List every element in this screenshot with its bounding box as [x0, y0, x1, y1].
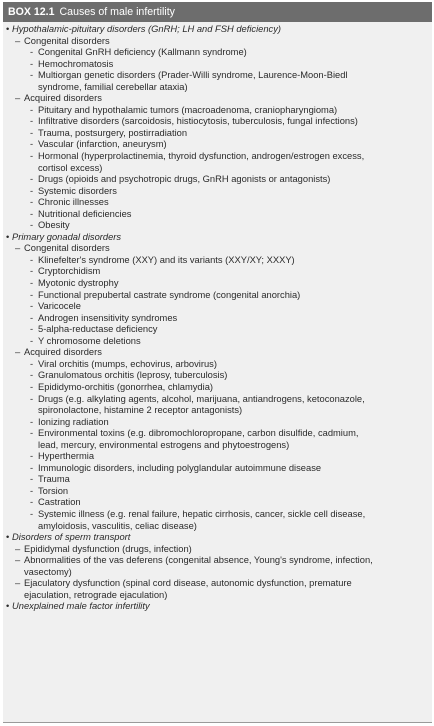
dash-icon: -: [30, 381, 34, 392]
dash-icon: -: [30, 70, 34, 81]
cause-item: [3, 197, 432, 209]
category-item: [3, 24, 432, 36]
cause-item: [3, 382, 432, 394]
dash-icon: -: [30, 335, 34, 346]
category-item: [3, 601, 432, 613]
dash-icon: –: [15, 243, 21, 254]
item-text-line: Immunologic disorders, including polyglandular autoimmune disease: [38, 462, 322, 473]
item-text-line: syndrome, familial cerebellar ataxia): [38, 81, 188, 92]
subcategory-item: [3, 243, 432, 255]
item-text-line: Abnormalities of the vas deferens (congenital absence, Young's syndrome, infection,: [24, 555, 373, 566]
cause-item: [3, 301, 432, 313]
dash-icon: -: [30, 416, 34, 427]
item-text-line: lead, mercury, environmental estrogens and phytoestrogens): [38, 439, 290, 450]
item-text-line: Functional prepubertal castrate syndrome (congenital anorchia): [38, 289, 301, 300]
item-text-line: Acquired disorders: [24, 347, 102, 358]
item-text-line: Trauma, postsurgery, postirradiation: [38, 127, 188, 138]
cause-item: [3, 70, 432, 93]
box-title: Causes of male infertility: [59, 6, 175, 18]
item-text-line: Multiorgan genetic disorders (Prader-Willi syndrome, Laurence-Moon-Biedl: [38, 70, 348, 81]
cause-item: [3, 417, 432, 429]
dash-icon: -: [30, 220, 34, 231]
item-text-line: Disorders of sperm transport: [12, 532, 131, 543]
item-text-line: Hypothalamic-pituitary disorders (GnRH; LH and FSH deficiency): [12, 24, 281, 34]
box-header: [3, 2, 432, 22]
item-text-line: Viral orchitis (mumps, echovirus, arbovirus): [38, 358, 217, 369]
box-12-1: [3, 2, 432, 723]
bullet-icon: •: [6, 601, 10, 612]
item-text-line: Torsion: [38, 485, 69, 496]
item-text-line: Klinefelter's syndrome (XXY) and its variants (XXY/XY; XXXY): [38, 254, 295, 265]
dash-icon: -: [30, 312, 34, 323]
bullet-icon: •: [6, 532, 10, 543]
item-text-line: Hormonal (hyperprolactinemia, thyroid dysfunction, androgen/estrogen excess,: [38, 151, 365, 162]
dash-icon: -: [30, 451, 34, 462]
item-text-line: Systemic disorders: [38, 185, 117, 196]
item-text-line: Congenital disorders: [24, 243, 110, 254]
item-text-line: Epididymo-orchitis (gonorrhea, chlamydia): [38, 381, 214, 392]
dash-icon: -: [30, 58, 34, 69]
item-text-line: Infiltrative disorders (sarcoidosis, histiocytosis, tuberculosis, fungal infections): [38, 116, 358, 127]
dash-icon: -: [30, 266, 34, 277]
item-text-line: Hemochromatosis: [38, 58, 114, 69]
item-text-line: spironolactone, histamine 2 receptor antagonists): [38, 405, 243, 416]
subcategory-item: [3, 578, 432, 601]
dash-icon: –: [15, 543, 21, 554]
dash-icon: -: [30, 358, 34, 369]
item-text-line: Obesity: [38, 220, 70, 231]
cause-item: [3, 47, 432, 59]
item-text-line: Acquired disorders: [24, 93, 102, 104]
causes-list: [3, 22, 432, 613]
item-text-line: Myotonic dystrophy: [38, 278, 119, 289]
dash-icon: –: [15, 555, 21, 566]
cause-item: [3, 313, 432, 325]
dash-icon: –: [15, 578, 21, 589]
dash-icon: –: [15, 93, 21, 104]
item-text-line: Androgen insensitivity syndromes: [38, 312, 178, 323]
cause-item: [3, 463, 432, 475]
cause-item: [3, 428, 432, 451]
subcategory-item: [3, 347, 432, 359]
item-text-line: Epididymal dysfunction (drugs, infection): [24, 543, 192, 554]
category-item: [3, 532, 432, 544]
cause-item: [3, 278, 432, 290]
dash-icon: -: [30, 185, 34, 196]
dash-icon: -: [30, 485, 34, 496]
dash-icon: -: [30, 254, 34, 265]
cause-item: [3, 220, 432, 232]
item-text-line: amyloidosis, vasculitis, celiac disease): [38, 520, 197, 531]
cause-item: [3, 336, 432, 348]
dash-icon: -: [30, 151, 34, 162]
item-text-line: Castration: [38, 497, 81, 508]
subcategory-item: [3, 36, 432, 48]
dash-icon: -: [30, 197, 34, 208]
item-text-line: Systemic illness (e.g. renal failure, hepatic cirrhosis, cancer, sickle cell disease,: [38, 508, 366, 519]
item-text-line: Environmental toxins (e.g. dibromochloropropane, carbon disulfide, cadmium,: [38, 428, 359, 439]
subcategory-item: [3, 555, 432, 578]
dash-icon: -: [30, 127, 34, 138]
cause-item: [3, 209, 432, 221]
item-text-line: Varicocele: [38, 301, 81, 312]
cause-item: [3, 266, 432, 278]
dash-icon: -: [30, 370, 34, 381]
cause-item: [3, 105, 432, 117]
dash-icon: -: [30, 174, 34, 185]
dash-icon: -: [30, 508, 34, 519]
cause-item: [3, 451, 432, 463]
cause-item: [3, 509, 432, 532]
item-text-line: ejaculation, retrograde ejaculation): [24, 589, 168, 600]
cause-item: [3, 474, 432, 486]
category-item: [3, 232, 432, 244]
dash-icon: –: [15, 35, 21, 46]
item-text-line: Vascular (infarction, aneurysm): [38, 139, 167, 150]
cause-item: [3, 370, 432, 382]
dash-icon: -: [30, 324, 34, 335]
item-text-line: Hyperthermia: [38, 451, 95, 462]
dash-icon: -: [30, 462, 34, 473]
item-text-line: Pituitary and hypothalamic tumors (macroadenoma, craniopharyngioma): [38, 104, 338, 115]
item-text-line: Ionizing radiation: [38, 416, 109, 427]
cause-item: [3, 486, 432, 498]
cause-item: [3, 497, 432, 509]
subcategory-item: [3, 93, 432, 105]
dash-icon: -: [30, 474, 34, 485]
dash-icon: -: [30, 47, 34, 58]
item-text-line: vasectomy): [24, 566, 72, 577]
dash-icon: -: [30, 497, 34, 508]
dash-icon: -: [30, 139, 34, 150]
cause-item: [3, 186, 432, 198]
cause-item: [3, 359, 432, 371]
dash-icon: –: [15, 347, 21, 358]
cause-item: [3, 394, 432, 417]
dash-icon: -: [30, 116, 34, 127]
cause-item: [3, 174, 432, 186]
cause-item: [3, 128, 432, 140]
cause-item: [3, 255, 432, 267]
cause-item: [3, 290, 432, 302]
cause-item: [3, 324, 432, 336]
item-text-line: Unexplained male factor infertility: [12, 601, 150, 612]
item-text-line: Granulomatous orchitis (leprosy, tuberculosis): [38, 370, 228, 381]
dash-icon: -: [30, 289, 34, 300]
item-text-line: Trauma: [38, 474, 70, 485]
item-text-line: cortisol excess): [38, 162, 103, 173]
item-text-line: Cryptorchidism: [38, 266, 101, 277]
dash-icon: -: [30, 278, 34, 289]
subcategory-item: [3, 544, 432, 556]
item-text-line: Y chromosome deletions: [38, 335, 141, 346]
item-text-line: 5-alpha-reductase deficiency: [38, 324, 158, 335]
cause-item: [3, 59, 432, 71]
item-text-line: Congenital GnRH deficiency (Kallmann syndrome): [38, 47, 247, 58]
dash-icon: -: [30, 301, 34, 312]
dash-icon: -: [30, 428, 34, 439]
cause-item: [3, 116, 432, 128]
dash-icon: -: [30, 104, 34, 115]
box-label: BOX 12.1: [8, 6, 55, 18]
item-text-line: Drugs (e.g. alkylating agents, alcohol, marijuana, antiandrogens, ketoconazole,: [38, 393, 365, 404]
bullet-icon: •: [6, 24, 10, 34]
item-text-line: Ejaculatory dysfunction (spinal cord disease, autonomic dysfunction, premature: [24, 578, 352, 589]
bullet-icon: •: [6, 231, 10, 242]
item-text-line: Congenital disorders: [24, 35, 110, 46]
item-text-line: Nutritional deficiencies: [38, 208, 132, 219]
dash-icon: -: [30, 208, 34, 219]
item-text-line: Primary gonadal disorders: [12, 231, 122, 242]
item-text-line: Chronic illnesses: [38, 197, 109, 208]
cause-item: [3, 151, 432, 174]
item-text-line: Drugs (opioids and psychotropic drugs, GnRH agonists or antagonists): [38, 174, 331, 185]
cause-item: [3, 139, 432, 151]
dash-icon: -: [30, 393, 34, 404]
